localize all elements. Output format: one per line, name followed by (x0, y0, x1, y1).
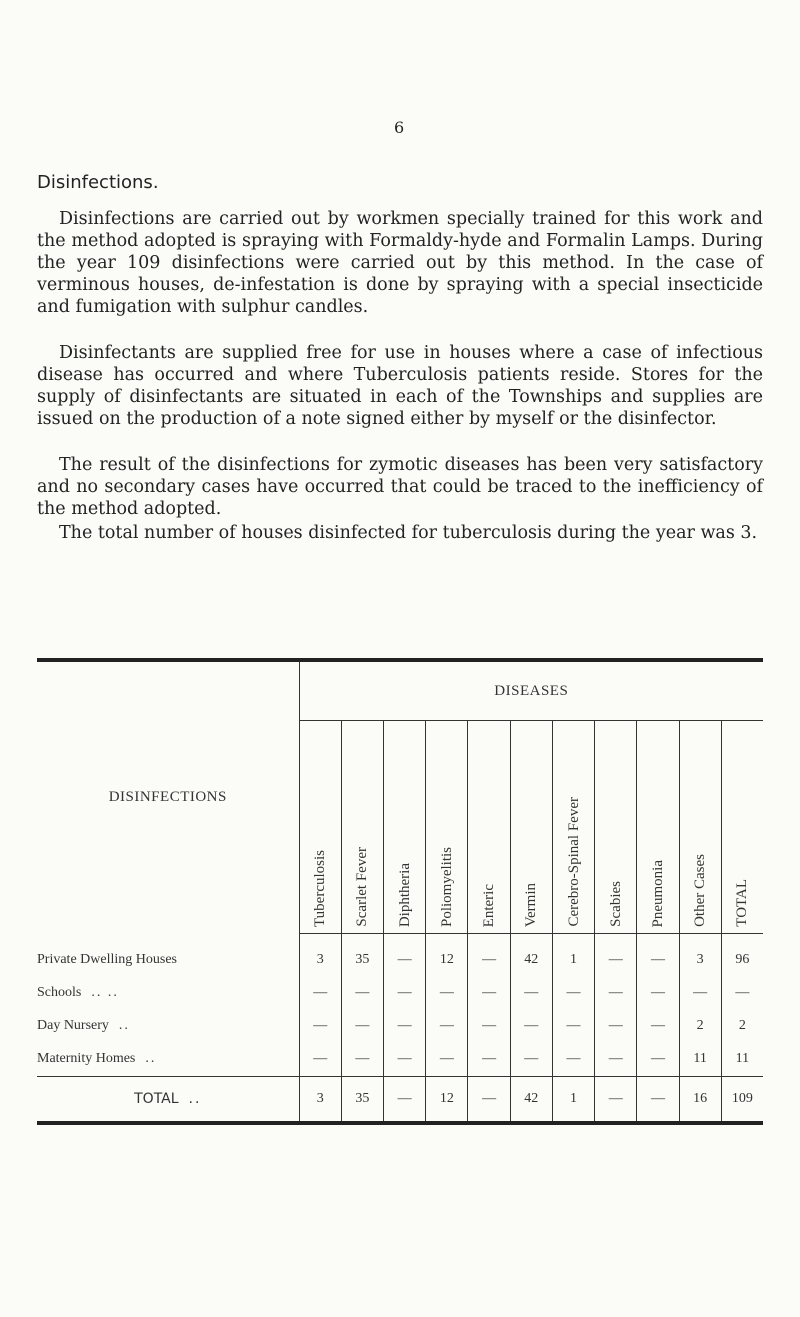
table-cell: — (595, 934, 637, 977)
page-number: 6 (394, 118, 405, 137)
table-cell: 11 (721, 1043, 763, 1077)
table-cell: — (384, 934, 426, 977)
table-cell: 2 (721, 1010, 763, 1043)
table-cell: — (299, 977, 341, 1010)
table-cell: — (426, 1043, 468, 1077)
table-cell: — (426, 1010, 468, 1043)
col-header-scabies: Scabies (595, 721, 637, 934)
table-cell: — (299, 1010, 341, 1043)
col-header-total: TOTAL (721, 721, 763, 934)
disinfections-table (37, 658, 763, 1125)
table-cell: — (299, 1043, 341, 1077)
table-cell: — (637, 977, 679, 1010)
table-cell: 1 (552, 934, 594, 977)
table-cell: — (510, 977, 552, 1010)
row-label: Schools .. .. (37, 985, 119, 1000)
table-cell: 42 (510, 1076, 552, 1123)
col-header-scarlet-fever: Scarlet Fever (341, 721, 383, 934)
table-cell: 2 (679, 1010, 721, 1043)
diseases-header: DISEASES (299, 660, 763, 721)
table-cell: — (552, 1010, 594, 1043)
row-label: Maternity Homes .. (37, 1051, 157, 1066)
table-cell: — (468, 1076, 510, 1123)
table-cell: — (426, 977, 468, 1010)
table-cell: — (637, 934, 679, 977)
table-cell: — (595, 977, 637, 1010)
table-cell: — (595, 1076, 637, 1123)
table-cell: — (552, 1043, 594, 1077)
table-cell: — (637, 1076, 679, 1123)
total-row (37, 1076, 763, 1123)
table-cell: 3 (299, 1076, 341, 1123)
col-header-other-cases: Other Cases (679, 721, 721, 934)
table-cell: — (595, 1010, 637, 1043)
paragraph-4: The total number of houses disinfected for tuberculosis during the year was 3. (59, 523, 758, 543)
table-row (37, 977, 763, 1010)
table-cell: 96 (721, 934, 763, 977)
col-header-enteric: Enteric (468, 721, 510, 934)
col-header-poliomyelitis: Poliomyelitis (426, 721, 468, 934)
table-cell: 12 (426, 934, 468, 977)
table-cell: 1 (552, 1076, 594, 1123)
table-cell: — (721, 977, 763, 1010)
row-label: Day Nursery .. (37, 1018, 130, 1033)
table-cell: 16 (679, 1076, 721, 1123)
table-cell: 3 (299, 934, 341, 977)
table-cell: — (341, 1043, 383, 1077)
section-heading: Disinfections. (37, 172, 159, 193)
table-row (37, 1043, 763, 1077)
table-cell: — (510, 1043, 552, 1077)
table-cell: — (468, 1010, 510, 1043)
col-header-diphtheria: Diphtheria (384, 721, 426, 934)
col-header-vermin: Vermin (510, 721, 552, 934)
table-cell: — (637, 1010, 679, 1043)
table-cell: — (468, 977, 510, 1010)
table-cell: — (468, 934, 510, 977)
disinfections-header: DISINFECTIONS (37, 660, 299, 934)
paragraph-3: The result of the disinfections for zymotic diseases has been very satisfactory and no secondary cases have occurred that could be traced to the inefficiency of the method adopted. (37, 455, 763, 519)
table-cell: 42 (510, 934, 552, 977)
paragraph-1: Disinfections are carried out by workmen specially trained for this work and the method adopted is spraying with Formaldy-hyde and Formalin Lamps. During the year 109 disinfections were carried out by this method. In the case of verminous houses, de-infestation is done by spraying with a special insecticide and fumigation with sulphur candles. (37, 209, 763, 317)
table-cell: 12 (426, 1076, 468, 1123)
table-cell: — (595, 1043, 637, 1077)
col-header-tuberculosis: Tuberculosis (299, 721, 341, 934)
table-cell: — (679, 977, 721, 1010)
table-cell: — (384, 1043, 426, 1077)
table-cell: — (341, 977, 383, 1010)
col-header-cerebro-spinal-fever: Cerebro-Spinal Fever (552, 721, 594, 934)
paragraph-2: Disinfectants are supplied free for use in houses where a case of infectious disease has occurred and where Tuberculosis patients reside. Stores for the supply of disinfectants are situated in each of the Townships and supplies are issued on the production of a note signed either by myself or the disinfector. (37, 343, 763, 429)
table-cell: — (552, 977, 594, 1010)
table-cell: — (384, 1076, 426, 1123)
table-cell: — (637, 1043, 679, 1077)
table-cell: 3 (679, 934, 721, 977)
table-cell: — (384, 1010, 426, 1043)
table-cell: 11 (679, 1043, 721, 1077)
table-cell: — (384, 977, 426, 1010)
table-cell: — (341, 1010, 383, 1043)
table-cell: 35 (341, 1076, 383, 1123)
row-label: Private Dwelling Houses (37, 952, 177, 967)
table-cell: 109 (721, 1076, 763, 1123)
col-header-pneumonia: Pneumonia (637, 721, 679, 934)
table-cell: — (510, 1010, 552, 1043)
table-cell: 35 (341, 934, 383, 977)
row-label: TOTAL .. (37, 1076, 299, 1123)
table-row (37, 934, 763, 977)
table-cell: — (468, 1043, 510, 1077)
table-row (37, 1010, 763, 1043)
